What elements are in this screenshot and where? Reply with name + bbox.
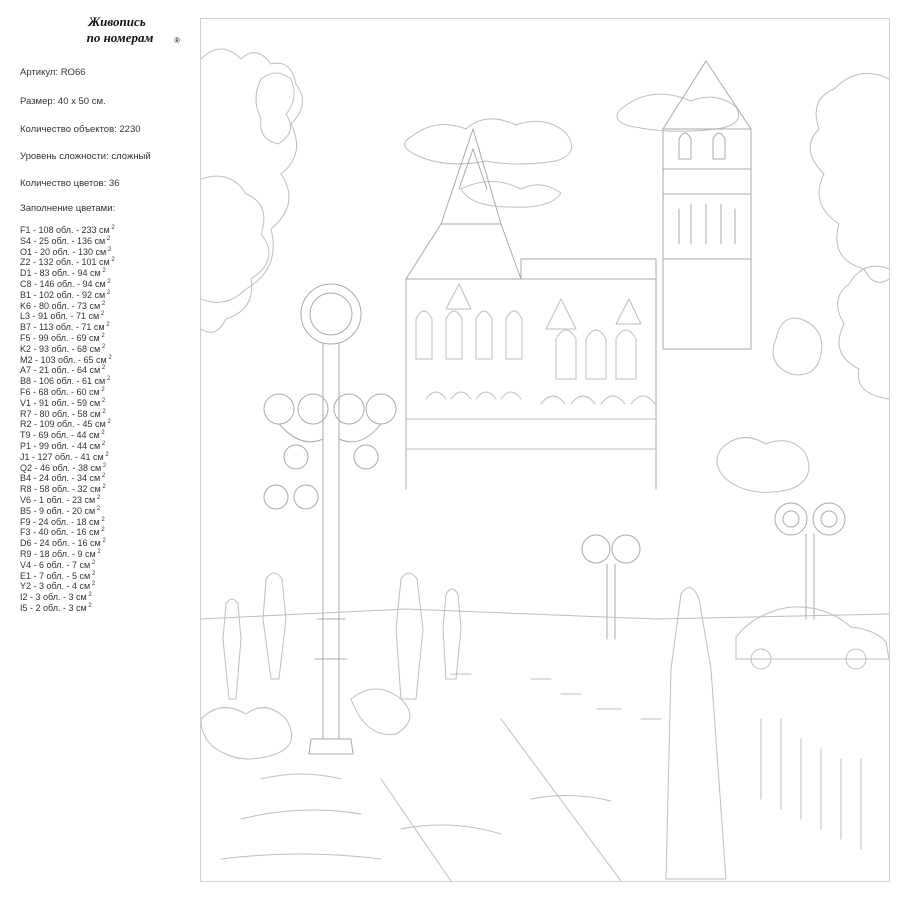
color-fill-item (20, 247, 115, 258)
color-fill-text: O1 - 20 обл. - 130 см (20, 246, 107, 257)
lamp-arms (279, 424, 381, 442)
area-unit-exponent: 2 (99, 311, 105, 318)
bushes (717, 438, 809, 493)
color-fill-text: R2 - 109 обл. - 45 см (20, 419, 106, 430)
area-unit-exponent: 2 (99, 386, 105, 393)
area-unit-exponent: 2 (95, 494, 101, 501)
city-scene-outline (201, 19, 889, 881)
color-fill-item (20, 322, 115, 333)
tree-canopy-right (838, 266, 889, 399)
area-unit-exponent: 2 (101, 462, 107, 469)
color-fill-text: B5 - 9 обл. - 20 см (20, 505, 96, 516)
color-fill-text: Q2 - 46 обл. - 38 см (20, 462, 102, 473)
area-unit-exponent: 2 (86, 592, 92, 599)
church-gable (406, 224, 521, 279)
color-fill-item (20, 268, 115, 279)
canvas-size: Размер: 40 х 50 см. (20, 96, 106, 107)
tower-windows (679, 204, 735, 244)
color-fill-item (20, 236, 115, 247)
church-body (406, 279, 656, 489)
figure-silhouette (666, 588, 726, 879)
area-unit-exponent: 2 (90, 581, 96, 588)
color-fill-item (20, 473, 115, 484)
area-unit-exponent: 2 (105, 235, 111, 242)
tree-canopy-right (810, 73, 889, 282)
color-fill-text: B1 - 102 обл. - 92 см (20, 289, 106, 300)
color-fill-text: Z2 - 132 обл. - 101 см (20, 257, 110, 268)
pedestrian (223, 599, 241, 699)
area-unit-exponent: 2 (109, 257, 115, 264)
area-unit-exponent: 2 (103, 451, 109, 458)
color-fill-item (20, 495, 115, 506)
color-fill-item (20, 398, 115, 409)
lamp-post (309, 344, 353, 754)
color-fill-text: D6 - 24 обл. - 16 см (20, 538, 101, 549)
area-unit-exponent: 2 (100, 440, 106, 447)
color-fill-text: V1 - 91 обл. - 59 см (20, 397, 101, 408)
color-fill-text: B4 - 24 обл. - 34 см (20, 473, 101, 484)
color-fill-item (20, 311, 115, 322)
color-fill-item (20, 484, 115, 495)
bushes (201, 708, 292, 759)
color-fill-text: Y2 - 3 обл. - 4 см (20, 581, 91, 592)
color-fill-text: K2 - 93 обл. - 68 см (20, 343, 101, 354)
color-fill-item (20, 463, 115, 474)
color-fill-item (20, 430, 115, 441)
lamp-globe-inner (310, 293, 352, 335)
area-unit-exponent: 2 (86, 602, 92, 609)
color-fill-list (20, 225, 115, 614)
color-fill-item (20, 387, 115, 398)
color-fill-text: F5 - 99 обл. - 69 см (20, 332, 100, 343)
cloud-outline (461, 182, 561, 208)
pedestrian (263, 573, 286, 679)
registered-mark: ® (174, 36, 180, 45)
area-unit-exponent: 2 (104, 322, 110, 329)
area-unit-exponent: 2 (105, 278, 111, 285)
color-fill-item (20, 538, 115, 549)
color-fill-text: A7 - 21 обл. - 64 см (20, 365, 101, 376)
color-fill-item (20, 290, 115, 301)
area-unit-exponent: 2 (100, 473, 106, 480)
color-fill-item (20, 441, 115, 452)
lamp-post (806, 534, 814, 619)
lamp-globe (821, 511, 837, 527)
lamp-globe (813, 503, 845, 535)
church-spire-inner (459, 149, 487, 189)
color-fill-text: K6 - 80 обл. - 73 см (20, 300, 101, 311)
color-fill-text: S4 - 25 обл. - 136 см (20, 235, 106, 246)
lamp-globe (783, 511, 799, 527)
area-unit-exponent: 2 (100, 397, 106, 404)
area-unit-exponent: 2 (109, 225, 115, 231)
curb-line (201, 609, 889, 619)
gothic-windows (416, 311, 636, 379)
fence-posts (761, 719, 861, 849)
area-unit-exponent: 2 (99, 332, 105, 339)
lamp-globe (264, 485, 288, 509)
tree-canopy-right (773, 318, 822, 375)
lamp-globe (284, 445, 308, 469)
color-fill-text: T9 - 69 обл. - 44 см (20, 430, 100, 441)
tree-canopy-left (256, 73, 294, 144)
color-fill-item (20, 355, 115, 366)
area-unit-exponent: 2 (106, 246, 112, 253)
area-unit-exponent: 2 (95, 505, 101, 512)
difficulty-level: Уровень сложности: сложный (20, 151, 151, 162)
pedestrian (443, 589, 461, 679)
color-fill-text: C8 - 146 обл. - 94 см (20, 278, 106, 289)
ground-strokes (221, 774, 611, 859)
color-fill-text: V4 - 6 обл. - 7 см (20, 559, 91, 570)
color-fill-item (20, 560, 115, 571)
color-fill-item (20, 506, 115, 517)
lamp-globe (612, 535, 640, 563)
area-unit-exponent: 2 (99, 430, 105, 437)
color-fill-item (20, 419, 115, 430)
color-fill-item (20, 581, 115, 592)
area-unit-exponent: 2 (99, 527, 105, 534)
color-fill-text: F3 - 40 обл. - 16 см (20, 527, 100, 538)
area-unit-exponent: 2 (95, 548, 101, 555)
tower-windows (679, 133, 725, 159)
color-fill-item (20, 365, 115, 376)
church-wall (521, 259, 656, 279)
area-unit-exponent: 2 (100, 268, 106, 275)
pedestrian (396, 573, 423, 699)
color-fill-item (20, 549, 115, 560)
area-unit-exponent: 2 (105, 419, 111, 426)
color-fill-item (20, 376, 115, 387)
color-fill-text: F1 - 108 обл. - 233 см (20, 225, 110, 235)
lamp-post (607, 564, 615, 639)
tower-band (663, 169, 751, 259)
cloud-outline (617, 94, 739, 131)
color-fill-text: I2 - 3 обл. - 3 см (20, 592, 87, 603)
color-fill-text: F9 - 24 обл. - 18 см (20, 516, 100, 527)
small-spire (446, 284, 641, 329)
lamp-globe (264, 394, 294, 424)
color-fill-text: R7 - 80 обл. - 58 см (20, 408, 101, 419)
brand-title: Живопись (88, 14, 146, 29)
color-fill-item (20, 409, 115, 420)
color-fill-text: V6 - 1 обл. - 23 см (20, 494, 96, 505)
lamp-globe (775, 503, 807, 535)
area-unit-exponent: 2 (105, 376, 111, 383)
church-spire (441, 129, 501, 224)
road-markings (451, 674, 661, 719)
color-fill-text: B8 - 106 обл. - 61 см (20, 376, 106, 387)
color-count: Количество цветов: 36 (20, 178, 120, 189)
color-fill-item (20, 527, 115, 538)
color-fill-text: B7 - 113 обл. - 71 см (20, 322, 105, 333)
coloring-canvas (200, 18, 890, 882)
area-unit-exponent: 2 (106, 354, 112, 361)
area-unit-exponent: 2 (100, 408, 106, 415)
lamp-globe (582, 535, 610, 563)
color-fill-text: J1 - 127 обл. - 41 см (20, 451, 104, 462)
lamp-globe (294, 485, 318, 509)
color-fill-item (20, 225, 115, 236)
color-fill-item (20, 571, 115, 582)
color-fill-text: L3 - 91 обл. - 71 см (20, 311, 100, 322)
color-fill-item (20, 301, 115, 312)
area-unit-exponent: 2 (100, 300, 106, 307)
color-fill-text: I5 - 2 обл. - 3 см (20, 602, 87, 613)
color-fill-item (20, 452, 115, 463)
road-edge (381, 719, 621, 881)
color-fill-item (20, 279, 115, 290)
color-fill-text: E1 - 7 обл. - 5 см (20, 570, 91, 581)
color-fill-text: R9 - 18 обл. - 9 см (20, 548, 96, 559)
color-fill-item (20, 257, 115, 268)
color-fill-item (20, 344, 115, 355)
area-unit-exponent: 2 (100, 484, 106, 491)
color-fill-item (20, 333, 115, 344)
area-unit-exponent: 2 (99, 516, 105, 523)
area-unit-exponent: 2 (100, 365, 106, 372)
area-unit-exponent: 2 (90, 570, 96, 577)
lamp-globe (366, 394, 396, 424)
lamp-globe (354, 445, 378, 469)
object-count: Количество объектов: 2230 (20, 124, 141, 135)
arcade (426, 392, 655, 404)
tree-canopy-left (201, 176, 269, 332)
color-fill-text: F6 - 68 обл. - 60 см (20, 386, 100, 397)
arcade-floor (406, 419, 656, 449)
article-number: Артикул: RO66 (20, 67, 86, 78)
cloud-outline (405, 119, 572, 164)
brand-logo (62, 14, 180, 46)
area-unit-exponent: 2 (100, 343, 106, 350)
tower-shaft (663, 129, 751, 349)
color-fill-item (20, 517, 115, 528)
color-fill-item (20, 592, 115, 603)
color-fill-text: P1 - 99 обл. - 44 см (20, 440, 101, 451)
area-unit-exponent: 2 (105, 289, 111, 296)
area-unit-exponent: 2 (90, 559, 96, 566)
color-fill-text: D1 - 83 обл. - 94 см (20, 268, 101, 279)
color-fill-item (20, 603, 115, 614)
fill-header: Заполнение цветами: (20, 203, 116, 214)
brand-subtitle: по номерам (86, 30, 154, 45)
color-fill-text: M2 - 103 обл. - 65 см (20, 354, 107, 365)
area-unit-exponent: 2 (100, 538, 106, 545)
color-fill-text: R8 - 58 обл. - 32 см (20, 484, 101, 495)
